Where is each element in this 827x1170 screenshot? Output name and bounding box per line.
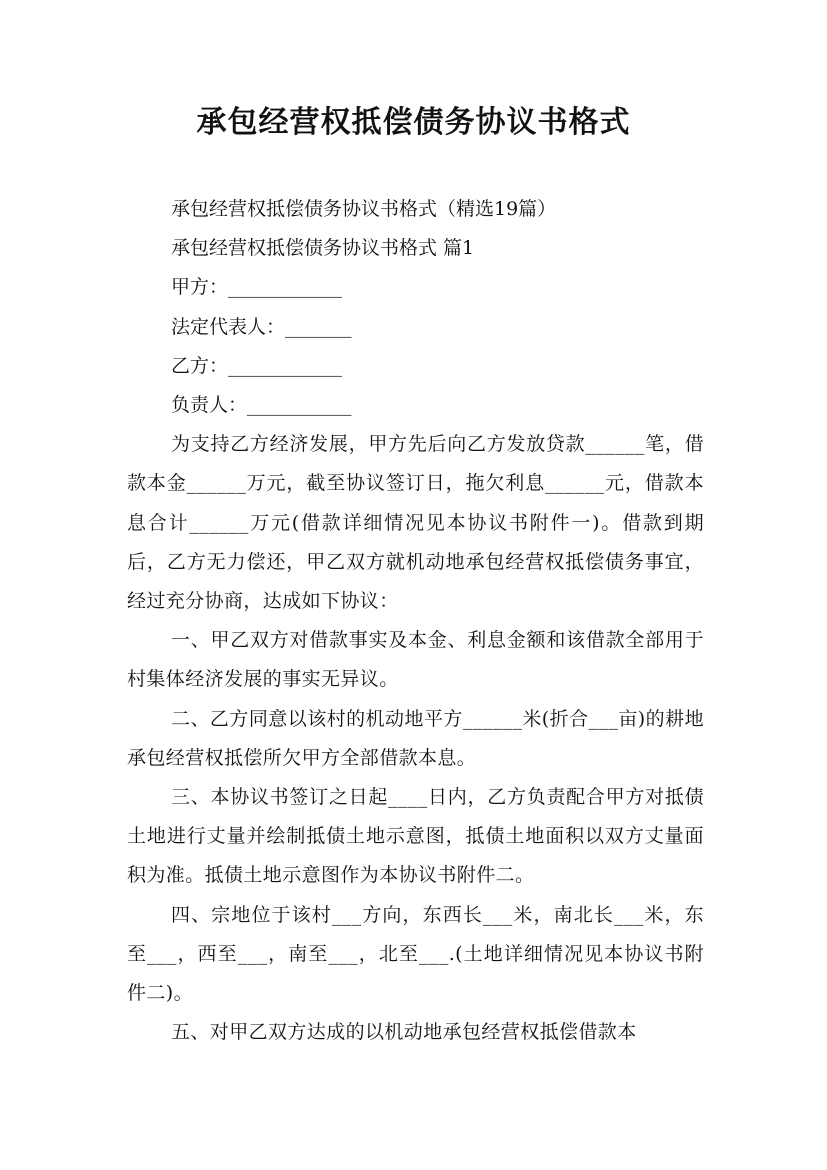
paragraph-clause-5: 五、对甲乙双方达成的以机动地承包经营权抵偿借款本 xyxy=(171,1021,637,1044)
paragraph-intro: 为支持乙方经济发展，甲方先后向乙方发放贷款______笔，借款本金______万元，截至协议签订日，拖欠利息______元，借款本息合计______万元(借款详细情况见本协议书附件一)。借款到期后，乙方无力偿还，甲乙双方就机动地承包经营权抵偿债务事宜，经过充分协商，达成如下协议： xyxy=(127,433,704,612)
document-title: 承包经营权抵偿债务协议书格式 xyxy=(196,105,631,140)
paragraph-clause-3: 三、本协议书签订之日起____日内，乙方负责配合甲方对抵债土地进行丈量并绘制抵债土地示意图，抵债土地面积以双方丈量面积为准。抵债土地示意图作为本协议书附件二。 xyxy=(127,785,704,887)
section-heading: 承包经营权抵偿债务协议书格式 篇1 xyxy=(171,237,475,260)
legal-representative-line: 法定代表人：_______ xyxy=(171,315,352,338)
party-a-line: 甲方：____________ xyxy=(171,276,343,299)
paragraph-clause-1: 一、甲乙双方对借款事实及本金、利息金额和该借款全部用于村集体经济发展的事实无异议。 xyxy=(127,629,704,691)
paragraph-clause-2: 二、乙方同意以该村的机动地平方______米(折合___亩)的耕地承包经营权抵偿所欠甲方全部借款本息。 xyxy=(127,707,704,769)
document-body xyxy=(127,190,704,1052)
person-in-charge-line: 负责人：___________ xyxy=(171,393,352,416)
party-b-line: 乙方：____________ xyxy=(171,354,343,377)
document-subtitle: 承包经营权抵偿债务协议书格式（精选19篇） xyxy=(171,198,557,220)
paragraph-clause-4: 四、宗地位于该村___方向，东西长___米，南北长___米，东至___，西至___，南至___，北至___.(土地详细情况见本协议书附件二)。 xyxy=(127,903,704,1004)
